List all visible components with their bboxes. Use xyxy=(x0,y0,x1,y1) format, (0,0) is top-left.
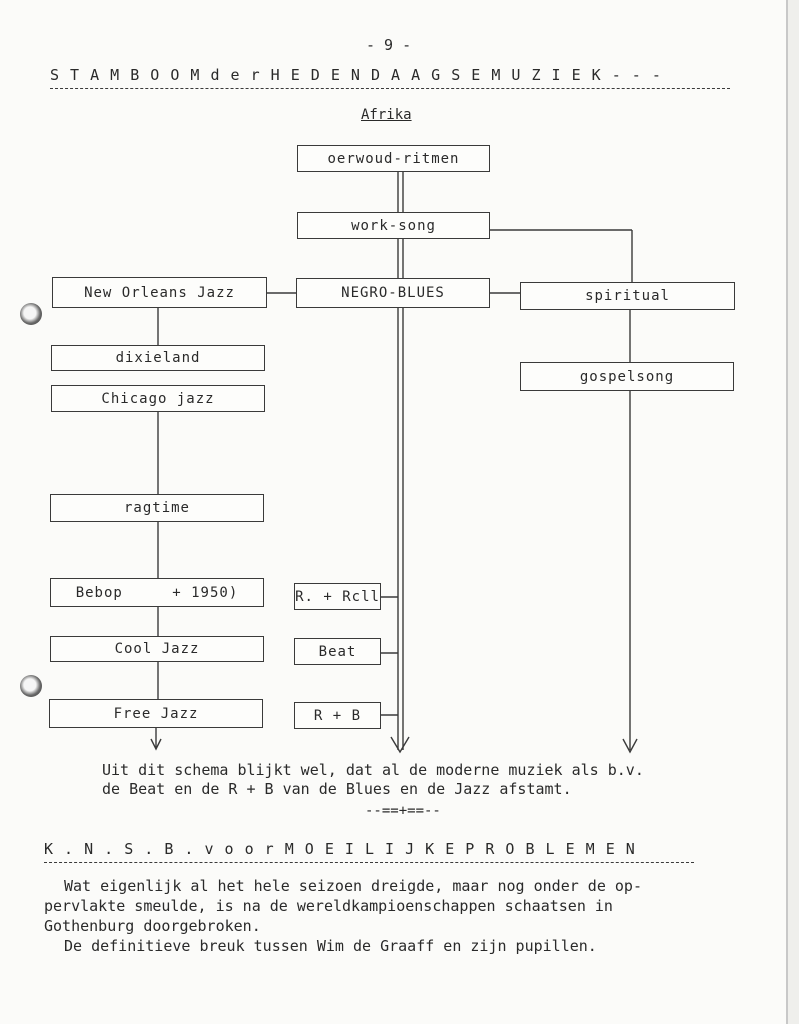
box-label-year: + 1950) xyxy=(172,584,239,601)
article-line-2: pervlakte smeulde, is na de wereldkampioenschappen schaatsen in xyxy=(44,897,613,915)
box-cool-jazz xyxy=(50,636,264,662)
box-free-jazz xyxy=(49,699,263,728)
box-label: Chicago jazz xyxy=(101,390,215,407)
box-oerwoud-ritmen xyxy=(297,145,490,172)
box-gospelsong xyxy=(520,362,734,391)
box-label: R. + Rcll xyxy=(295,588,380,605)
article-line-4: De definitieve breuk tussen Wim de Graaff en zijn pupillen. xyxy=(64,937,597,955)
box-label: R + B xyxy=(313,707,362,724)
box-new-orleans-jazz xyxy=(52,277,267,308)
caption-line-2: de Beat en de R + B van de Blues en de Jazz afstamt. xyxy=(102,780,572,798)
box-label: ragtime xyxy=(123,500,190,516)
article-line-1: Wat eigenlijk al het hele seizoen dreigde, maar nog onder de op- xyxy=(64,877,642,895)
box-label: work-song xyxy=(351,217,436,234)
box-label: New Orleans Jazz xyxy=(84,284,235,301)
box-r-and-b xyxy=(294,702,381,729)
page-title: S T A M B O O M d e r H E D E N D A A G S E M U Z I E K - - - xyxy=(50,66,662,84)
box-label: gospelsong xyxy=(579,368,675,385)
article-heading-underline xyxy=(44,862,694,863)
box-label: oerwoud-ritmen xyxy=(327,150,460,167)
box-negro-blues xyxy=(296,278,490,308)
box-rock-and-roll xyxy=(294,583,381,610)
box-work-song xyxy=(297,212,490,239)
article-line-3: Gothenburg doorgebroken. xyxy=(44,917,261,935)
section-separator: --==+==-- xyxy=(365,803,441,819)
box-label: spiritual xyxy=(585,288,670,304)
box-label: NEGRO-BLUES xyxy=(341,285,445,301)
box-bebop xyxy=(50,578,264,607)
box-label: Bebop xyxy=(75,584,123,601)
box-label: Beat xyxy=(318,643,357,660)
box-dixieland xyxy=(51,345,265,371)
box-label: Free Jazz xyxy=(113,705,199,722)
box-label: Cool Jazz xyxy=(114,641,200,657)
box-chicago-jazz xyxy=(51,385,265,412)
root-label-afrika: Afrika xyxy=(361,107,412,123)
box-beat xyxy=(294,638,381,665)
box-label: dixieland xyxy=(115,350,201,366)
page-number: - 9 - xyxy=(366,36,412,54)
caption-line-1: Uit dit schema blijkt wel, dat al de moderne muziek als b.v. xyxy=(102,761,644,779)
article-heading: K . N . S . B . v o o r M O E I L I J K E P R O B L E M E N xyxy=(44,840,636,858)
box-ragtime xyxy=(50,494,264,522)
box-spiritual xyxy=(520,282,735,310)
